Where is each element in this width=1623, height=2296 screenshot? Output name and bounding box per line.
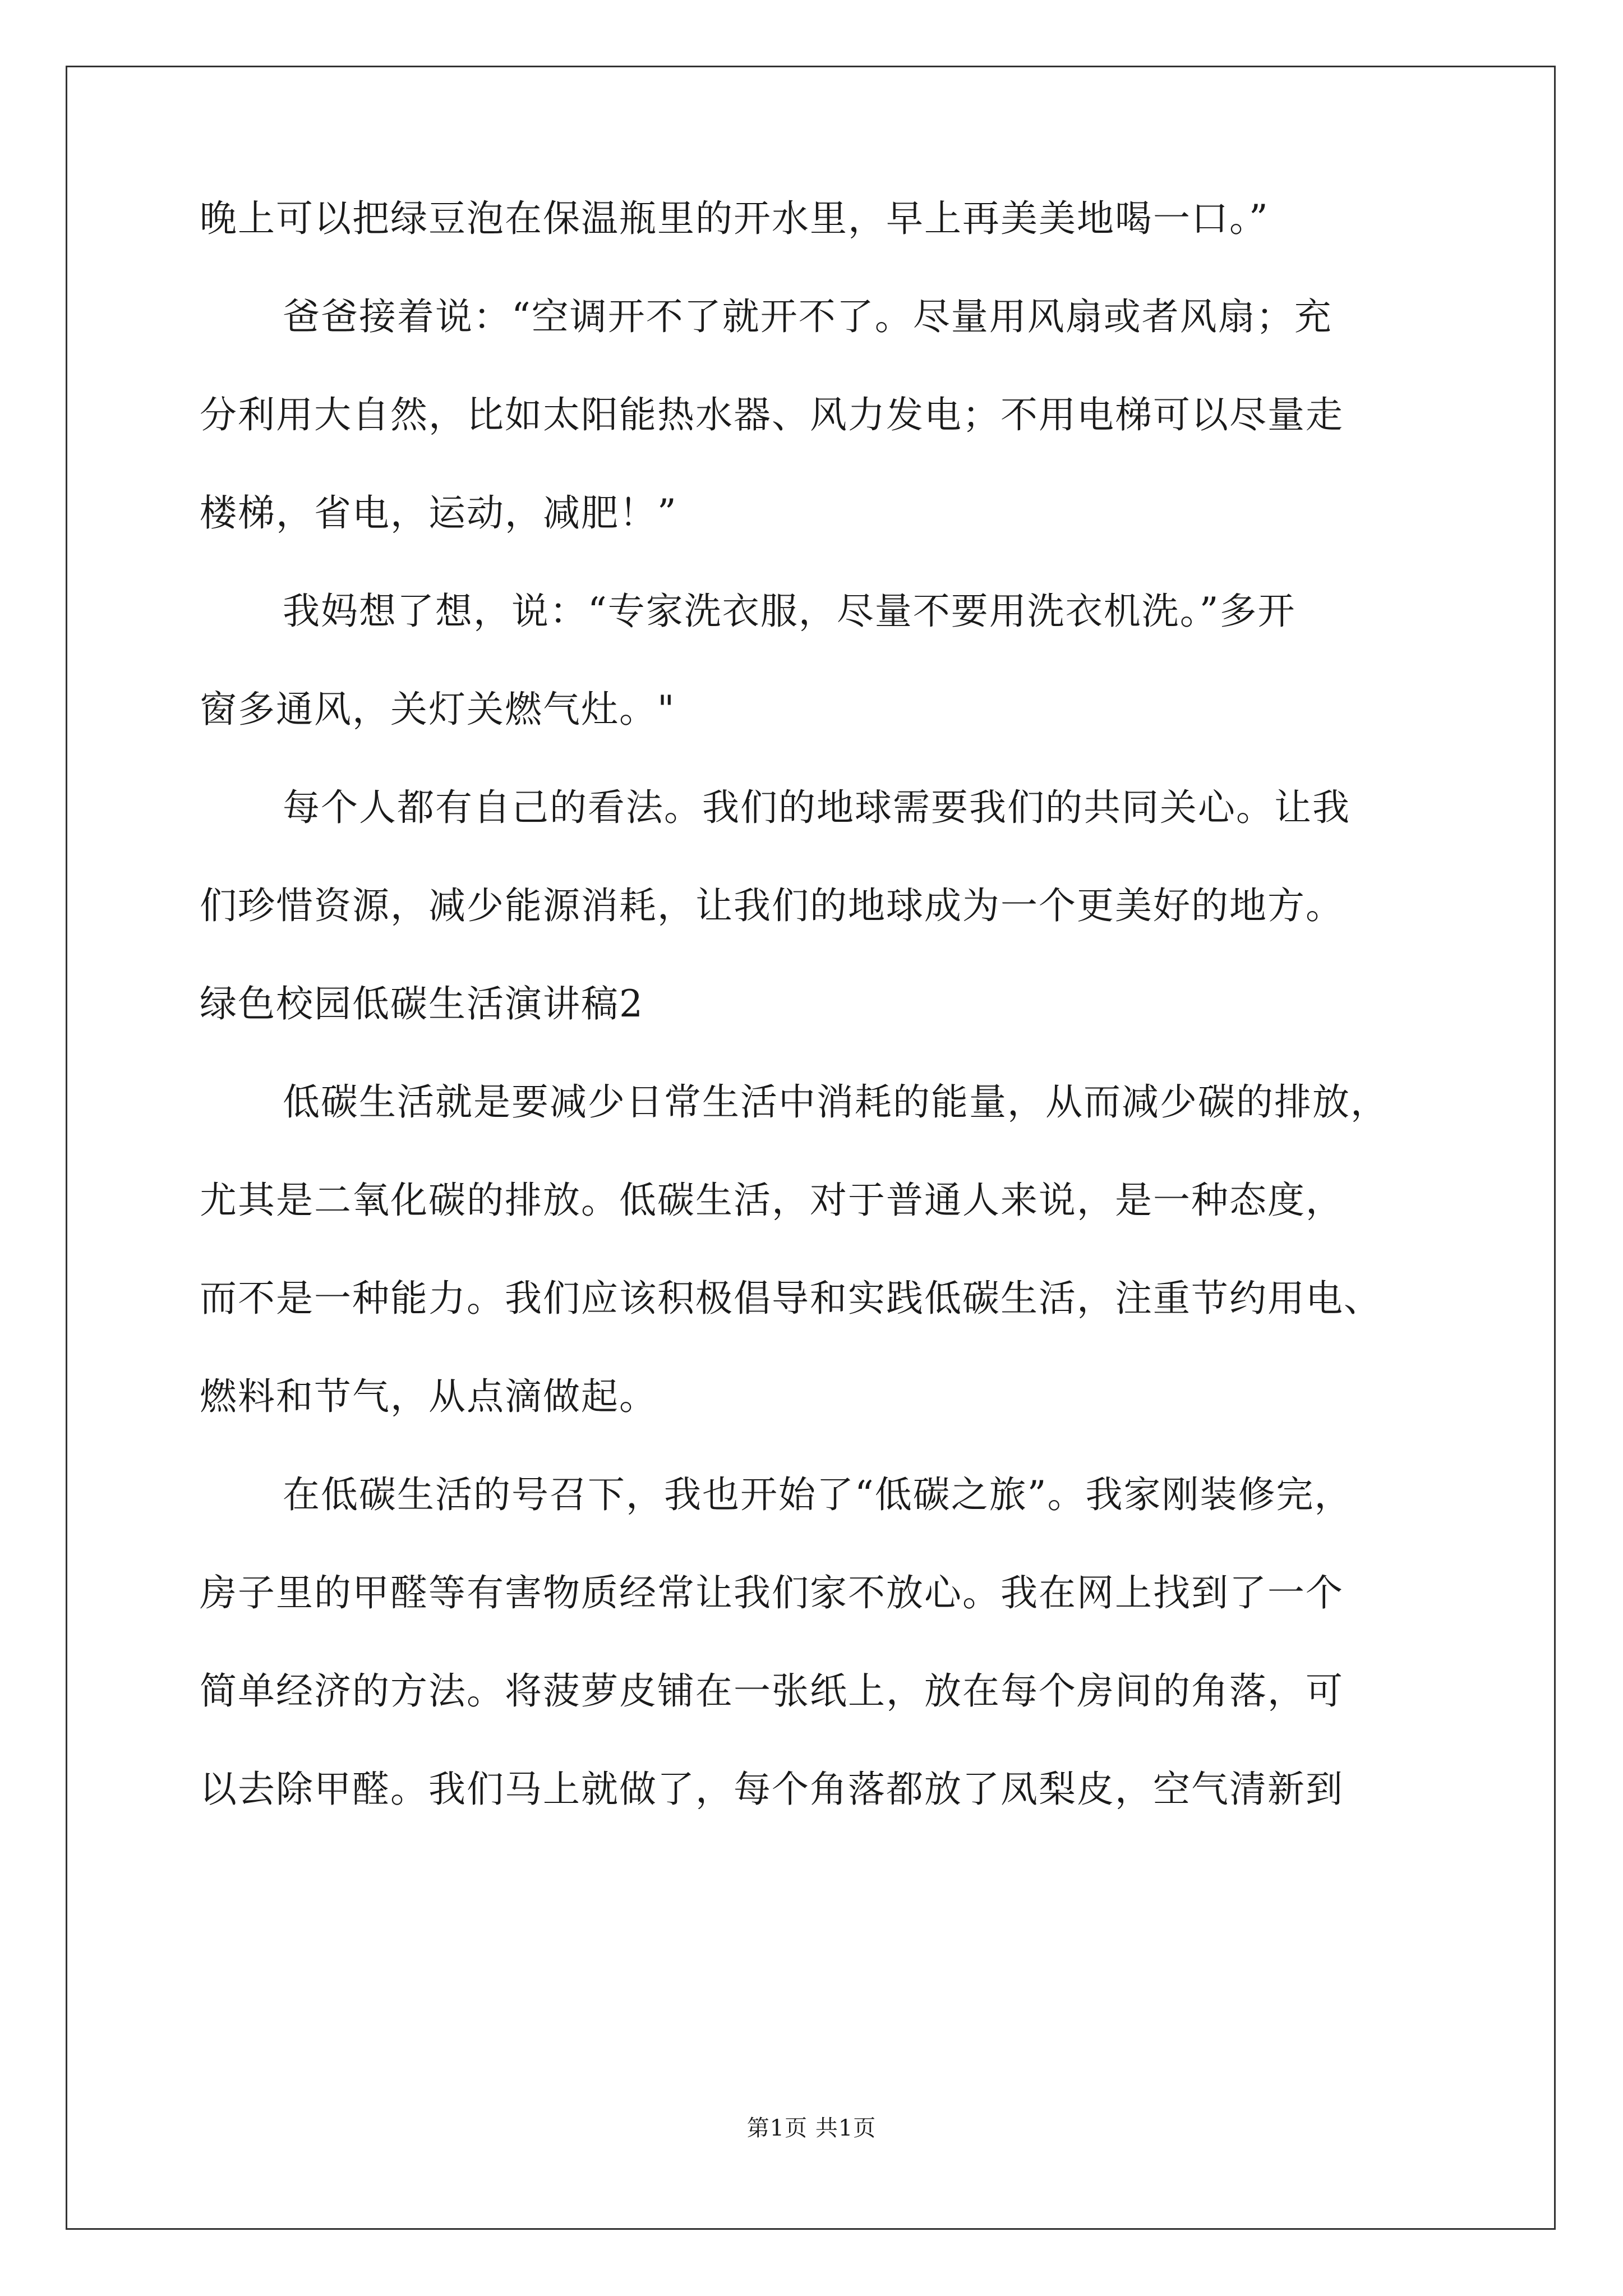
page-footer: 第1页 共1页 [746, 2115, 877, 2141]
text-line: 晚上可以把绿豆泡在保温瓶里的开水里，早上再美美地喝一口。” [200, 197, 1269, 240]
text-line: 以去除甲醛。我们马上就做了，每个角落都放了凤梨皮，空气清新到 [200, 1768, 1344, 1811]
text-line: 房子里的甲醛等有害物质经常让我们家不放心。我在网上找到了一个 [200, 1571, 1344, 1614]
text-line: 简单经济的方法。将菠萝皮铺在一张纸上，放在每个房间的角落，可 [200, 1669, 1344, 1713]
text-line: 我妈想了想，说：“专家洗衣服，尽量不要用洗衣机洗。”多开 [283, 590, 1296, 633]
text-line: 在低碳生活的号召下，我也开始了“低碳之旅”。我家刚装修完， [283, 1473, 1353, 1516]
text-line: 窗多通风，关灯关燃气灶。" [200, 688, 676, 731]
text-line: 而不是一种能力。我们应该积极倡导和实践低碳生活，注重节约用电、 [200, 1277, 1382, 1320]
text-line: 尤其是二氧化碳的排放。低碳生活，对于普通人来说，是一种态度， [200, 1179, 1344, 1222]
text-line: 楼梯，省电，运动，减肥！” [200, 491, 677, 535]
text-line: 燃料和节气，从点滴做起。 [200, 1375, 657, 1418]
text-line: 分利用大自然，比如太阳能热水器、风力发电；不用电梯可以尽量走 [200, 393, 1344, 436]
text-line: 低碳生活就是要减少日常生活中消耗的能量，从而减少碳的排放， [283, 1080, 1389, 1124]
page-border [66, 66, 1556, 2230]
section-heading: 绿色校园低碳生活演讲稿2 [200, 982, 644, 1025]
text-line: 爸爸接着说：“空调开不了就开不了。尽量用风扇或者风扇；充 [283, 295, 1332, 338]
text-line: 们珍惜资源，减少能源消耗，让我们的地球成为一个更美好的地方。 [200, 884, 1344, 927]
text-line: 每个人都有自己的看法。我们的地球需要我们的共同关心。让我 [283, 786, 1350, 829]
